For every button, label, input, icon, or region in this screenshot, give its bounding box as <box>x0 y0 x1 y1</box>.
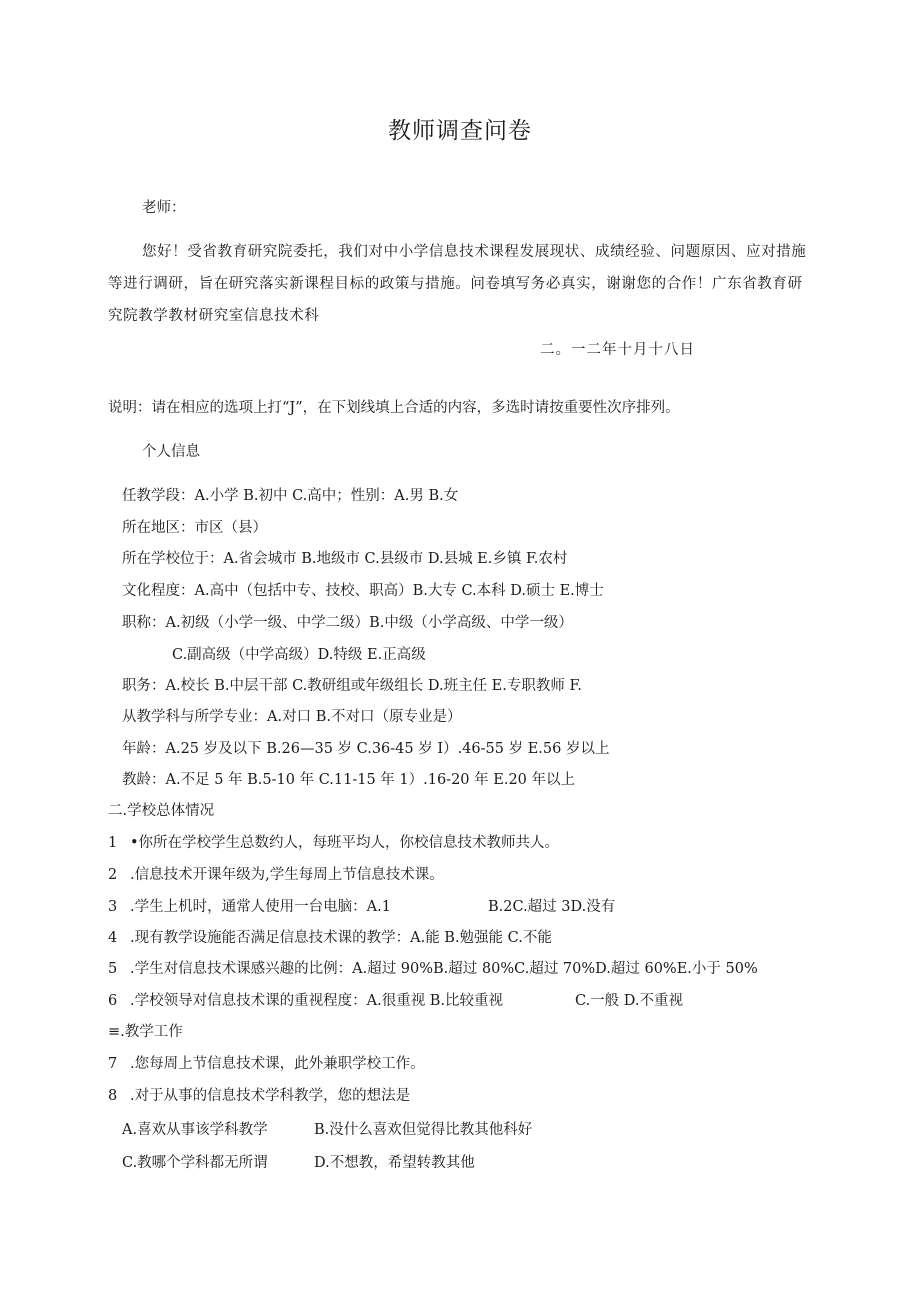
question-text: .现有教学设施能否满足信息技术课的教学：A.能 B.勉强能 C.不能 <box>130 930 552 946</box>
question-text: .学校领导对信息技术课的重视程度：A.很重视 B.比较重视 <box>130 993 504 1009</box>
question-title-rank-cont: C.副高级（中学高级）D.特级 E.正高级 <box>172 647 426 663</box>
question-position: 职务：A.校长 B.中层干部 C.教研组或年级组长 D.班主任 E.专职教师 F. <box>122 678 582 694</box>
question-5 <box>108 959 758 979</box>
intro-paragraph: 您好！受省教育研究院委托，我们对中小学信息技术课程发展现状、成绩经验、问题原因、应对措施等进行调研，旨在研究落实新课程目标的政策与措施。问卷填写务必真实，谢谢您的合作！广东省教育研究院教学教材研究室信息技术科 <box>108 244 807 324</box>
question-title-rank: 职称：A.初级（小学一级、中学二级）B.中级（小学高级、中学一级） <box>122 615 573 631</box>
question-text: .对于从事的信息技术学科教学，您的想法是 <box>130 1088 411 1104</box>
option-8d: D.不想教，希望转教其他 <box>314 1155 475 1171</box>
question-text: .信息技术开课年级为,学生每周上节信息技术课。 <box>130 867 444 883</box>
question-education: 文化程度：A.高中（包括中专、技校、职高）B.大专 C.本科 D.硕士 E.博士 <box>122 583 604 599</box>
option-8b: B.没什么喜欢但觉得比教其他科好 <box>314 1122 533 1138</box>
instruction-text: 说明：请在相应的选项上打“J”，在下划线填上合适的内容，多选时请按重要性次序排列。 <box>108 400 680 416</box>
document-date: 二。一二年十月十八日 <box>540 342 695 358</box>
question-2 <box>108 865 444 885</box>
question-1 <box>108 833 559 853</box>
question-number: 1 <box>108 835 118 851</box>
question-number: 3 <box>108 899 118 915</box>
question-number: 4 <box>108 930 118 946</box>
question-8 <box>108 1086 410 1106</box>
salutation: 老师： <box>142 200 186 216</box>
question-number: 2 <box>108 867 118 883</box>
question-stage: 任教学段：A.小学 B.初中 C.高中；性别：A.男 B.女 <box>122 488 459 504</box>
question-text: .您每周上节信息技术课，此外兼职学校工作。 <box>130 1056 425 1072</box>
question-location: 所在学校位于：A.省会城市 B.地级市 C.县级市 D.县城 E.乡镇 F.农村 <box>122 551 568 567</box>
question-text: .学生上机时，通常人使用一台电脑：A.1 <box>130 899 391 915</box>
page-title: 教师调查问卷 <box>388 118 532 144</box>
section-heading-teaching: ≡.教学工作 <box>108 1024 183 1040</box>
option-8a: A.喜欢从事该学科教学 <box>122 1122 268 1138</box>
question-6 <box>108 991 503 1011</box>
question-major: 从教学科与所学专业：A.对口 B.不对口（原专业是） <box>122 709 462 725</box>
question-7 <box>108 1054 425 1074</box>
question-4 <box>108 928 552 948</box>
question-6-options: C.一般 D.不重视 <box>575 993 684 1009</box>
option-8c: C.教哪个学科都无所谓 <box>122 1155 268 1171</box>
question-number: 8 <box>108 1088 118 1104</box>
section-heading-school: 二.学校总体情况 <box>108 803 215 819</box>
question-number: 5 <box>108 961 118 977</box>
question-teaching-years: 教龄：A.不足 5 年 B.5-10 年 C.11-15 年 1）.16-20 年 E.20 年以上 <box>122 772 576 788</box>
question-age: 年龄：A.25 岁及以下 B.26—35 岁 C.36-45 岁 I）.46-55 岁 E.56 岁以上 <box>122 741 610 757</box>
question-text: .学生对信息技术课感兴趣的比例：A.超过 90%B.超过 80%C.超过 70%D.超过 60%E.小于 50% <box>130 961 758 977</box>
question-3 <box>108 897 391 917</box>
question-number: 6 <box>108 993 118 1009</box>
section-heading-personal: 个人信息 <box>142 444 200 460</box>
question-number: 7 <box>108 1056 118 1072</box>
question-text: •你所在学校学生总数约人，每班平均人，你校信息技术教师共人。 <box>130 835 560 851</box>
question-3-options: B.2C.超过 3D.没有 <box>488 899 616 915</box>
question-region: 所在地区：市区（县） <box>122 520 267 536</box>
